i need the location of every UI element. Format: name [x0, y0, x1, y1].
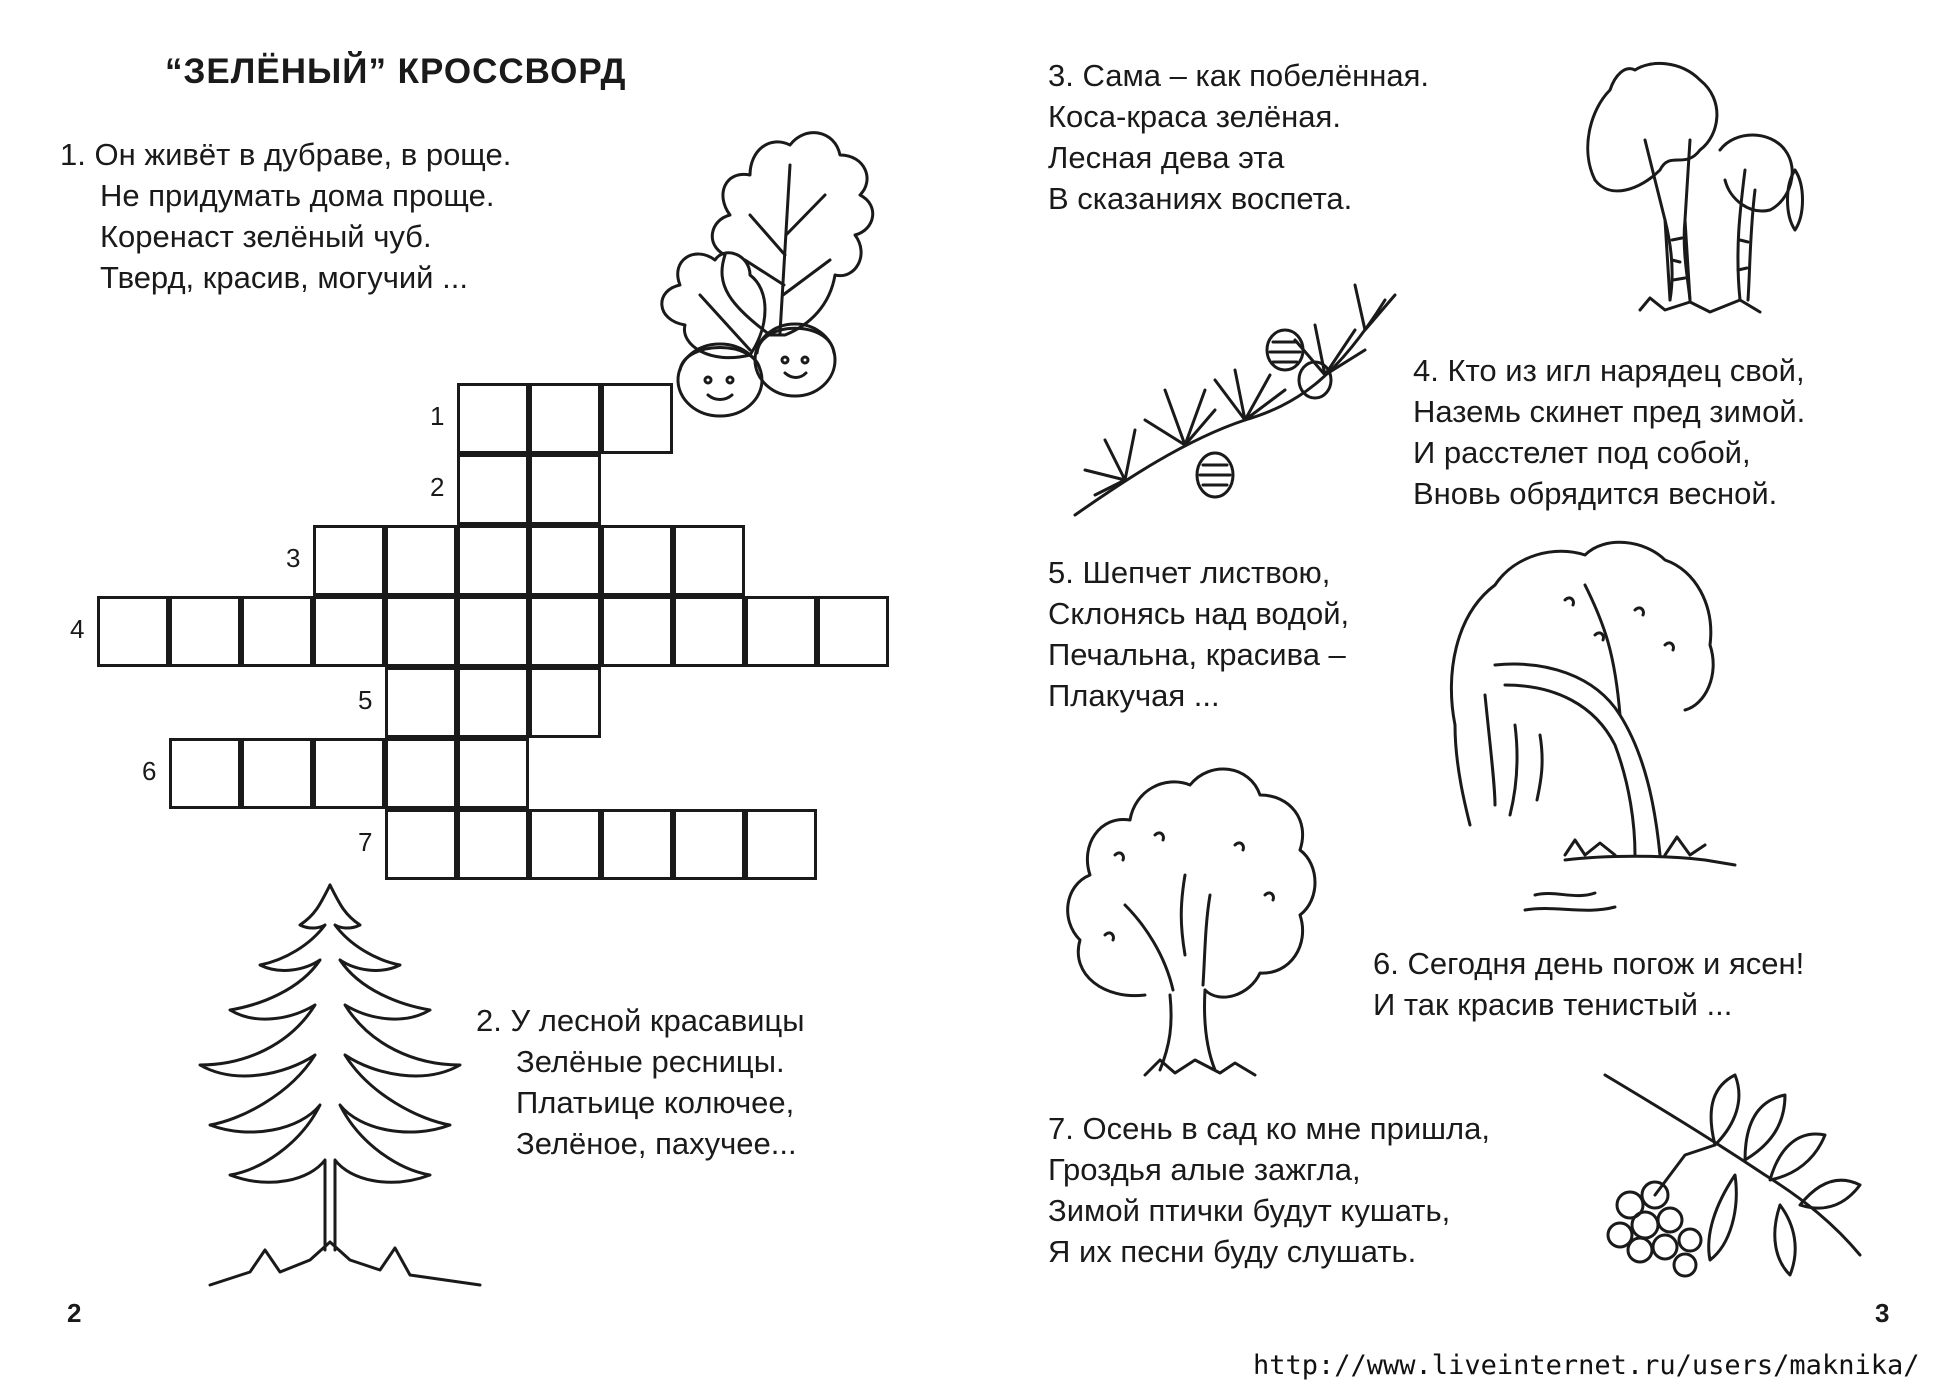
crossword-grid [0, 0, 975, 900]
riddle-line: Печальна, красива – [1048, 637, 1346, 672]
riddle-number: 3. [1048, 58, 1074, 93]
page-number-right: 3 [1875, 1298, 1890, 1328]
crossword-cell[interactable] [169, 596, 241, 667]
crossword-cell[interactable] [745, 809, 817, 880]
crossword-cell[interactable] [313, 525, 385, 596]
riddle-line: Коса-краса зелёная. [1048, 99, 1341, 134]
crossword-cell[interactable] [457, 738, 529, 809]
weeping-willow-illustration [1445, 525, 1745, 925]
crossword-cell[interactable] [457, 809, 529, 880]
crossword-cell[interactable] [673, 809, 745, 880]
riddle-line: Я их песни буду слушать. [1048, 1234, 1417, 1269]
crossword-cell[interactable] [601, 596, 673, 667]
riddle-number: 6. [1373, 946, 1399, 981]
riddle-line: И так красив тенистый ... [1373, 987, 1733, 1022]
birch-tree-illustration [1550, 40, 1850, 330]
crossword-row-number: 1 [430, 401, 445, 431]
crossword-cell[interactable] [745, 596, 817, 667]
crossword-row-number: 6 [142, 756, 157, 786]
crossword-cell[interactable] [457, 667, 529, 738]
crossword-cell[interactable] [385, 809, 457, 880]
crossword-cell[interactable] [313, 596, 385, 667]
maple-tree-illustration [1055, 755, 1325, 1085]
crossword-cell[interactable] [241, 596, 313, 667]
crossword-cell[interactable] [457, 525, 529, 596]
riddle-line: Тверд, красив, могучий ... [100, 260, 468, 295]
crossword-cell[interactable] [457, 596, 529, 667]
crossword-cell[interactable] [529, 525, 601, 596]
crossword-cell[interactable] [529, 667, 601, 738]
crossword-cell[interactable] [529, 383, 601, 454]
crossword-cell[interactable] [457, 383, 529, 454]
crossword-cell[interactable] [529, 454, 601, 525]
riddle-number: 2. [476, 1003, 502, 1038]
riddle-number: 5. [1048, 555, 1074, 590]
riddle-line: Он живёт в дубраве, в роще. [94, 137, 512, 172]
riddle-line: И расстелет под собой, [1413, 435, 1751, 470]
crossword-cell[interactable] [601, 809, 673, 880]
crossword-cell[interactable] [385, 738, 457, 809]
riddle-line: Платьице колючее, [516, 1085, 795, 1120]
crossword-cell[interactable] [601, 383, 673, 454]
riddle-line: Гроздья алые зажгла, [1048, 1152, 1361, 1187]
riddle-line: Зелёные ресницы. [516, 1044, 785, 1079]
riddle-number: 7. [1048, 1111, 1074, 1146]
rowan-branch-illustration [1595, 1065, 1870, 1285]
riddle-line: Плакучая ... [1048, 678, 1220, 713]
riddle-7 [1048, 1108, 1490, 1272]
crossword-cell[interactable] [673, 525, 745, 596]
crossword-cell[interactable] [385, 667, 457, 738]
riddle-line: Вновь обрядится весной. [1413, 476, 1778, 511]
riddle-line: В сказаниях воспета. [1048, 181, 1353, 216]
riddle-line: Сегодня день погож и ясен! [1407, 946, 1805, 981]
spruce-tree-illustration [190, 880, 500, 1300]
crossword-row-number: 7 [358, 827, 373, 857]
riddle-line: Осень в сад ко мне пришла, [1082, 1111, 1490, 1146]
crossword-row-number: 3 [286, 543, 301, 573]
riddle-number: 1. [60, 137, 86, 172]
crossword-cell[interactable] [601, 525, 673, 596]
crossword-cell[interactable] [169, 738, 241, 809]
crossword-cell[interactable] [241, 738, 313, 809]
crossword-row-number: 5 [358, 685, 373, 715]
riddle-2 [476, 1000, 805, 1164]
riddle-6 [1373, 943, 1804, 1025]
crossword-cell[interactable] [385, 525, 457, 596]
riddle-line: Коренаст зелёный чуб. [100, 219, 432, 254]
riddle-4 [1413, 350, 1805, 514]
crossword-row-number: 4 [70, 614, 85, 644]
riddle-5 [1048, 552, 1349, 716]
riddle-line: Не придумать дома проще. [100, 178, 495, 213]
riddle-line: Шепчет листвою, [1082, 555, 1331, 590]
riddle-line: Лесная дева эта [1048, 140, 1285, 175]
crossword-cell[interactable] [97, 596, 169, 667]
crossword-cell[interactable] [457, 454, 529, 525]
crossword-cell[interactable] [529, 809, 601, 880]
riddle-number: 4. [1413, 353, 1439, 388]
source-url: http://www.liveinternet.ru/users/maknika/ [1253, 1350, 1920, 1381]
riddle-line: Наземь скинет пред зимой. [1413, 394, 1806, 429]
page-title: “ЗЕЛЁНЫЙ” КРОССВОРД [165, 52, 627, 91]
crossword-cell[interactable] [313, 738, 385, 809]
larch-branch-illustration [1065, 280, 1405, 530]
crossword-cell[interactable] [529, 596, 601, 667]
crossword-cell[interactable] [385, 596, 457, 667]
crossword-cell[interactable] [673, 596, 745, 667]
riddle-line: Сама – как побелённая. [1082, 58, 1429, 93]
right-page [975, 0, 1950, 1396]
riddle-line: Зимой птички будут кушать, [1048, 1193, 1451, 1228]
riddle-3 [1048, 55, 1429, 219]
page-number-left: 2 [67, 1298, 82, 1328]
riddle-line: У лесной красавицы [510, 1003, 805, 1038]
riddle-line: Склонясь над водой, [1048, 596, 1350, 631]
crossword-cell[interactable] [817, 596, 889, 667]
riddle-line: Зелёное, пахучее... [516, 1126, 797, 1161]
riddle-line: Кто из игл нарядец свой, [1447, 353, 1805, 388]
crossword-row-number: 2 [430, 472, 445, 502]
